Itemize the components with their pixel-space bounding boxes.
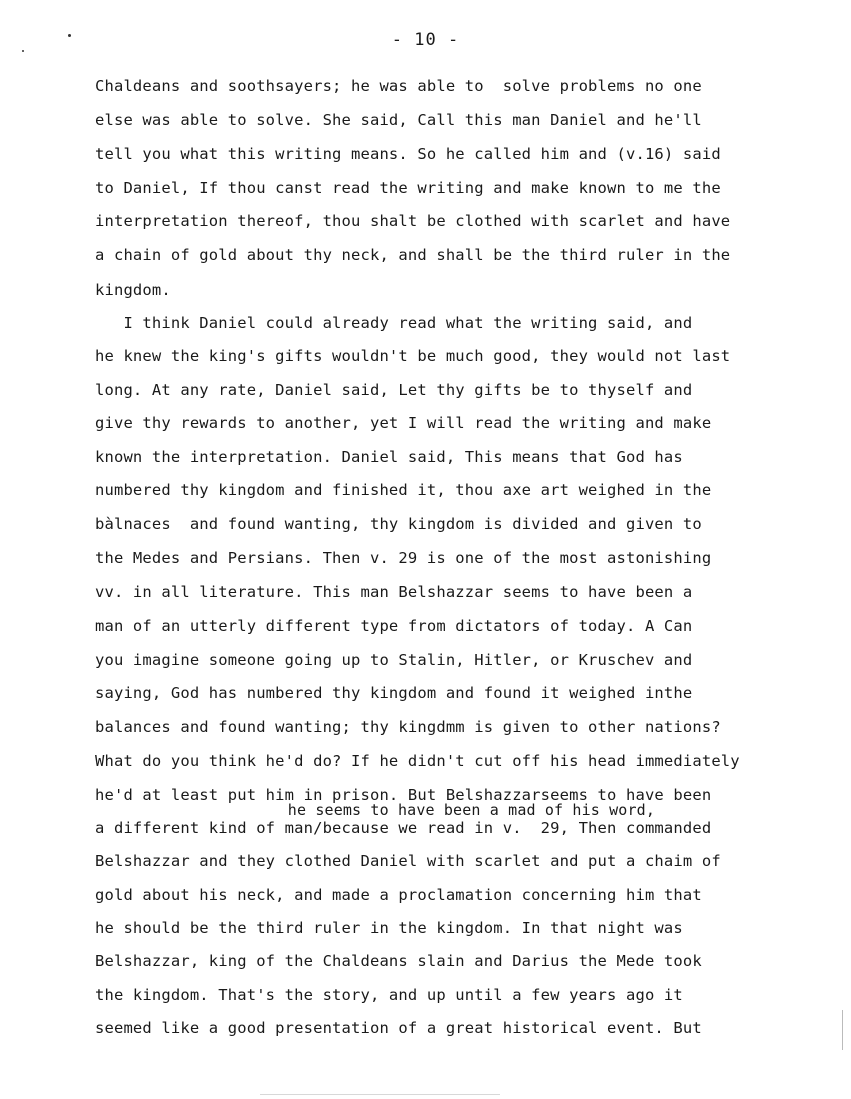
text-line: else was able to solve. She said, Call this man Daniel and he'll (95, 111, 702, 129)
text-line: numbered thy kingdom and finished it, thou axe art weighed in the (95, 481, 712, 499)
scan-edge-mark (260, 1094, 500, 1095)
text-line: long. At any rate, Daniel said, Let thy gifts be to thyself and (95, 381, 693, 399)
text-line: Belshazzar, king of the Chaldeans slain and Darius the Mede took (95, 952, 702, 970)
page-number: - 10 - (391, 30, 460, 50)
text-line: I think Daniel could already read what the writing said, and (95, 314, 693, 332)
text-line: interpretation thereof, thou shalt be clothed with scarlet and have (95, 212, 731, 230)
text-line: man of an utterly different type from dictators of today. A Can (95, 617, 693, 635)
text-line: bàlnaces and found wanting, thy kingdom is divided and given to (95, 515, 702, 533)
text-line: vv. in all literature. This man Belshazzar seems to have been a (95, 583, 693, 601)
scan-edge-mark (842, 1010, 843, 1050)
text-line: gold about his neck, and made a proclamation concerning him that (95, 886, 702, 904)
text-line: balances and found wanting; thy kingdmm is given to other nations? (95, 718, 721, 736)
text-line: What do you think he'd do? If he didn't cut off his head immediately (95, 752, 740, 770)
interlinear-insertion: he seems to have been a mad of his word, (95, 801, 656, 819)
text-line: give thy rewards to another, yet I will read the writing and make (95, 414, 712, 432)
text-line: known the interpretation. Daniel said, This means that God has (95, 448, 683, 466)
text-line: seemed like a good presentation of a great historical event. But (95, 1019, 702, 1037)
text-line: kingdom. (95, 281, 171, 299)
text-line: he should be the third ruler in the kingdom. In that night was (95, 919, 683, 937)
text-line: the kingdom. That's the story, and up until a few years ago it (95, 986, 683, 1004)
text-line: Chaldeans and soothsayers; he was able to solve problems no one (95, 77, 702, 95)
text-line: tell you what this writing means. So he called him and (v.16) said (95, 145, 721, 163)
ink-speck (22, 50, 24, 52)
text-line: a different kind of man/because we read in v. 29, Then commanded (95, 819, 712, 837)
text-line: to Daniel, If thou canst read the writing and make known to me the (95, 179, 721, 197)
text-line: the Medes and Persians. Then v. 29 is one of the most astonishing (95, 549, 712, 567)
text-line: you imagine someone going up to Stalin, Hitler, or Kruschev and (95, 651, 693, 669)
text-line: Belshazzar and they clothed Daniel with scarlet and put a chaim of (95, 852, 721, 870)
ink-speck (68, 34, 71, 37)
text-line: a chain of gold about thy neck, and shall be the third ruler in the (95, 246, 731, 264)
text-line: saying, God has numbered thy kingdom and found it weighed inthe (95, 684, 693, 702)
text-line: he knew the king's gifts wouldn't be much good, they would not last (95, 347, 731, 365)
text-line: he'd at least put him in prison. But Belshazzarseems to have been (95, 786, 712, 804)
